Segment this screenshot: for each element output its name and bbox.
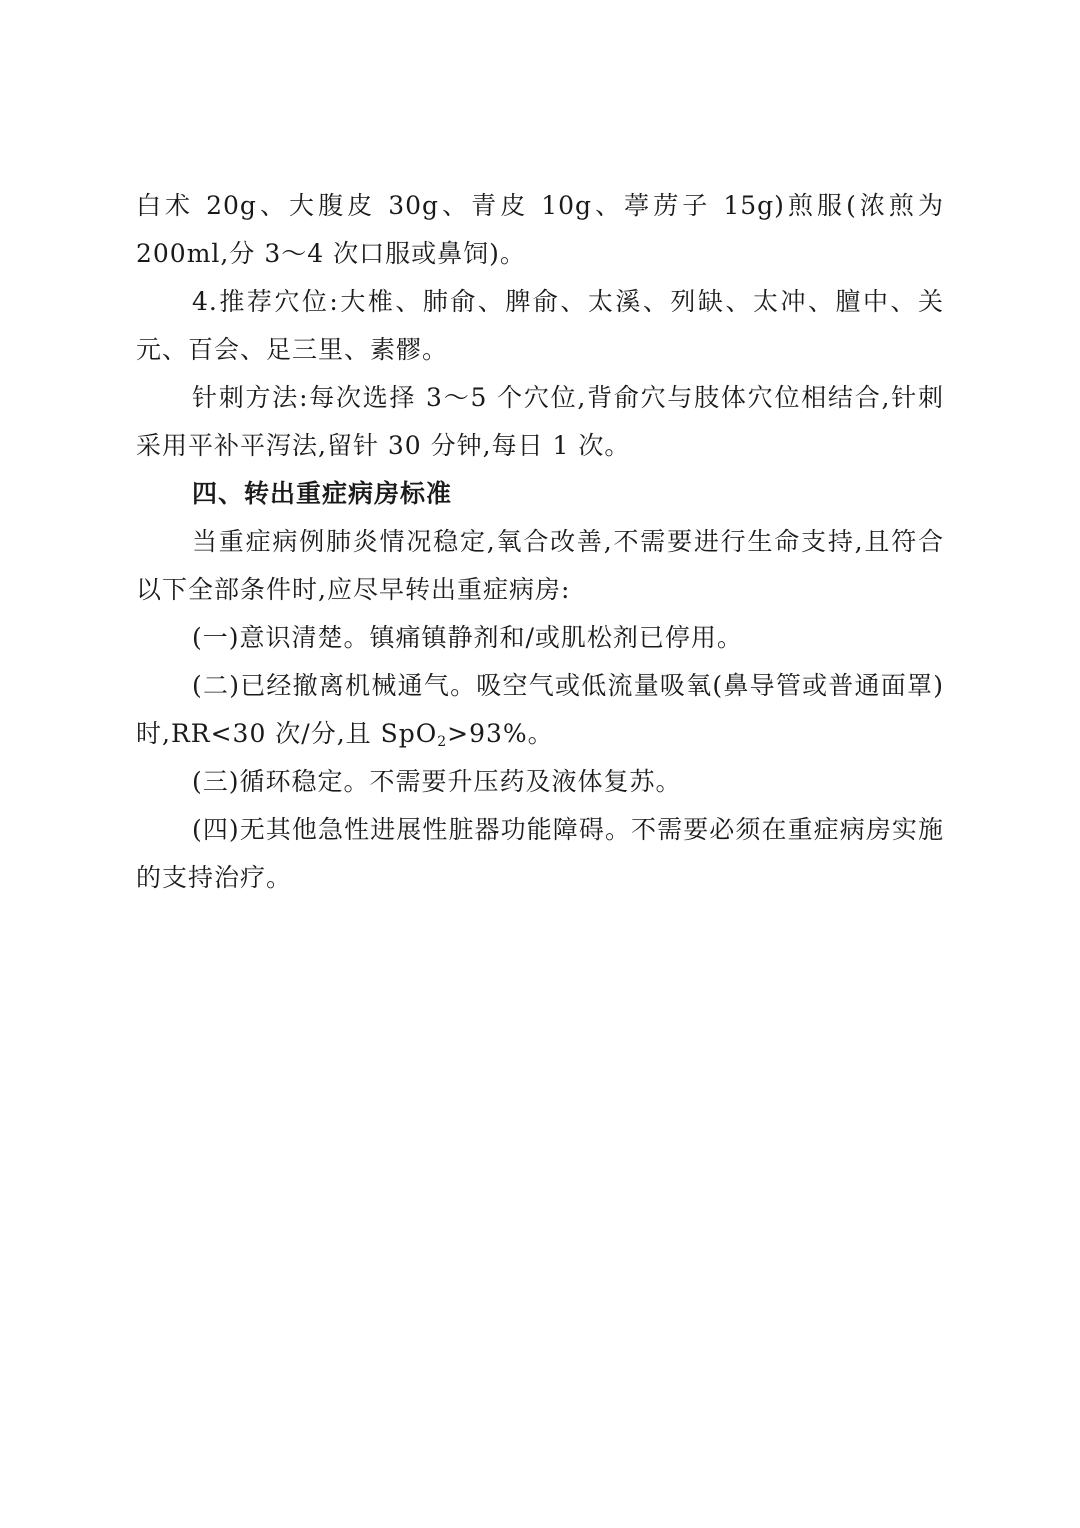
document-body [136, 182, 944, 902]
criterion-2-text: (二)已经撤离机械通气。吸空气或低流量吸氧(鼻导管或普通面罩)时,RR<30 次/分,且 SpO [136, 671, 944, 748]
paragraph-criterion-2 [136, 662, 944, 758]
paragraph-recommended-acupoints: 4.推荐穴位:大椎、肺俞、脾俞、太溪、列缺、太冲、膻中、关元、百会、足三里、素髎。 [136, 287, 944, 364]
criterion-2-text-end: >93%。 [447, 719, 554, 748]
paragraph-acupuncture-method: 针刺方法:每次选择 3～5 个穴位,背俞穴与肢体穴位相结合,针刺采用平补平泻法,留针 30 分钟,每日 1 次。 [136, 383, 944, 460]
spo2-subscript: 2 [437, 734, 448, 750]
paragraph-herbal-continuation: 白术 20g、大腹皮 30g、青皮 10g、葶苈子 15g)煎服(浓煎为 200ml,分 3～4 次口服或鼻饲)。 [136, 191, 944, 268]
section-heading-transfer-criteria: 四、转出重症病房标准 [192, 479, 453, 508]
paragraph-criterion-4: (四)无其他急性进展性脏器功能障碍。不需要必须在重症病房实施的支持治疗。 [136, 815, 944, 892]
paragraph-criterion-1: (一)意识清楚。镇痛镇静剂和/或肌松剂已停用。 [192, 623, 743, 652]
paragraph-criterion-3: (三)循环稳定。不需要升压药及液体复苏。 [192, 767, 682, 796]
paragraph-transfer-intro: 当重症病例肺炎情况稳定,氧合改善,不需要进行生命支持,且符合以下全部条件时,应尽早转出重症病房: [136, 527, 944, 604]
